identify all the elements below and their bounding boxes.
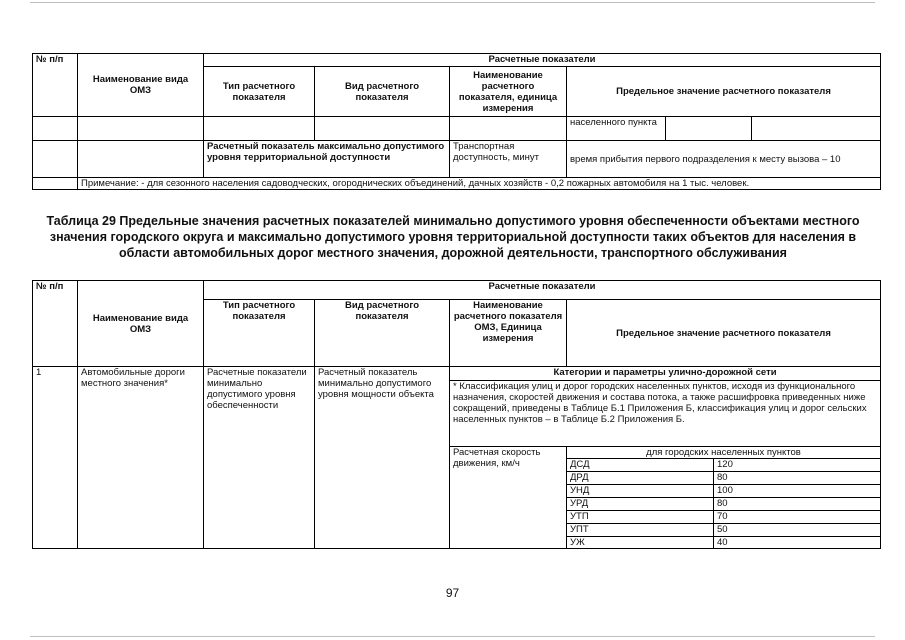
col-type-header: Тип расчетного показателя (204, 67, 315, 117)
t29-section-title: Категории и параметры улично-дорожной сети (450, 367, 881, 381)
speed-value: 120 (714, 459, 880, 472)
settlement-cell: населенного пункта (567, 117, 666, 141)
speed-value-list (714, 459, 880, 523)
speed-value-cell (714, 459, 881, 524)
t29-col-num-header: № п/п (33, 281, 78, 367)
speed-category: УТП (570, 511, 589, 522)
speed-category: УРД (567, 498, 713, 511)
speed-value: 50 (714, 524, 880, 537)
bottom-scan-line (30, 636, 875, 637)
speed-value: 40 (717, 537, 728, 548)
settlement-empty-cell-2 (752, 117, 881, 141)
settlement-name-cell (78, 117, 204, 141)
settlement-indicator-cell (450, 117, 567, 141)
access-type-cell: Расчетный показатель максимально допустимого уровня территориальной доступности (204, 141, 450, 178)
note-cell: Примечание: - для сезонного населения садоводческих, огороднических объединений, дачных хозяйств - 0,2 пожарных автомобиля на 1 тыс. человек. (78, 178, 881, 190)
col-kind-header: Вид расчетного показателя (315, 67, 450, 117)
t29-row-num: 1 (33, 367, 78, 549)
top-scan-line (30, 2, 875, 3)
access-value-cell: время прибытия первого подразделения к месту вызова – 10 (567, 141, 881, 178)
t29-col-name-header: Наименование вида ОМЗ (78, 281, 204, 367)
speed-header: для городских населенных пунктов (567, 447, 881, 459)
col-num-header: № п/п (33, 54, 78, 117)
speed-category: ДСД (567, 459, 713, 472)
t29-footnote: * Классификация улиц и дорог городских населенных пунктов, исходя из функционального назначения, скоростей движения и состава потока, а также расшифровка приведенных ниже сокращений, приведены в Таблице Б.1 Приложения Б, классификация улиц и дорог сельских населенных пунктов – в Таблице Б.2 Приложения Б. (450, 381, 881, 447)
t29-indicators-group-header: Расчетные показатели (204, 281, 881, 300)
speed-label: Расчетная скорость движения, км/ч (450, 447, 567, 549)
speed-category: УПТ (567, 524, 713, 537)
table-29 (32, 280, 881, 549)
speed-category: ДРД (567, 472, 713, 485)
speed-value: 80 (714, 498, 880, 511)
note-num-cell (33, 178, 78, 190)
col-name-header: Наименование вида ОМЗ (78, 54, 204, 117)
access-num-cell (33, 141, 78, 178)
settlement-num-cell (33, 117, 78, 141)
settlement-empty-cell-1 (666, 117, 752, 141)
t29-col-limit-header: Предельное значение расчетного показателя (567, 300, 881, 367)
speed-category-cell-2 (567, 524, 714, 549)
speed-category: УЖ (570, 537, 585, 548)
t29-col-type-header: Тип расчетного показателя (204, 300, 315, 367)
settlement-type-cell (204, 117, 315, 141)
speed-value: 80 (714, 472, 880, 485)
indicators-group-header: Расчетные показатели (204, 54, 881, 67)
settlement-kind-cell (315, 117, 450, 141)
access-indicator-cell: Транспортная доступность, минут (450, 141, 567, 178)
speed-value: 70 (717, 511, 728, 522)
t29-row-name: Автомобильные дороги местного значения* (78, 367, 204, 549)
t29-row-type: Расчетные показатели минимально допустимого уровня обеспеченности (204, 367, 315, 549)
t29-row-kind: Расчетный показатель минимально допустимого уровня мощности объекта (315, 367, 450, 549)
speed-value: 100 (714, 485, 880, 498)
col-limit-header: Предельное значение расчетного показателя (567, 67, 881, 117)
top-table (32, 53, 881, 190)
t29-col-kind-header: Вид расчетного показателя (315, 300, 450, 367)
speed-category: УНД (567, 485, 713, 498)
speed-category-cell (567, 459, 714, 524)
speed-value-cell-2 (714, 524, 881, 549)
table-title: Таблица 29 Предельные значения расчетных показателей минимально допустимого уровня обеспеченности объектами местного значения городского округа и максимально допустимого уровня территориальной доступности таких объектов для населения в области автомобильных дорог местного значения, дорожной деятельности, транспортного обслуживания (46, 214, 860, 260)
t29-col-indicator-header: Наименование расчетного показателя ОМЗ, Единица измерения (450, 300, 567, 367)
page-number: 97 (445, 586, 460, 600)
access-name-cell (78, 141, 204, 178)
speed-category-list (567, 459, 713, 523)
col-indicator-header: Наименование расчетного показателя, единица измерения (450, 67, 567, 117)
